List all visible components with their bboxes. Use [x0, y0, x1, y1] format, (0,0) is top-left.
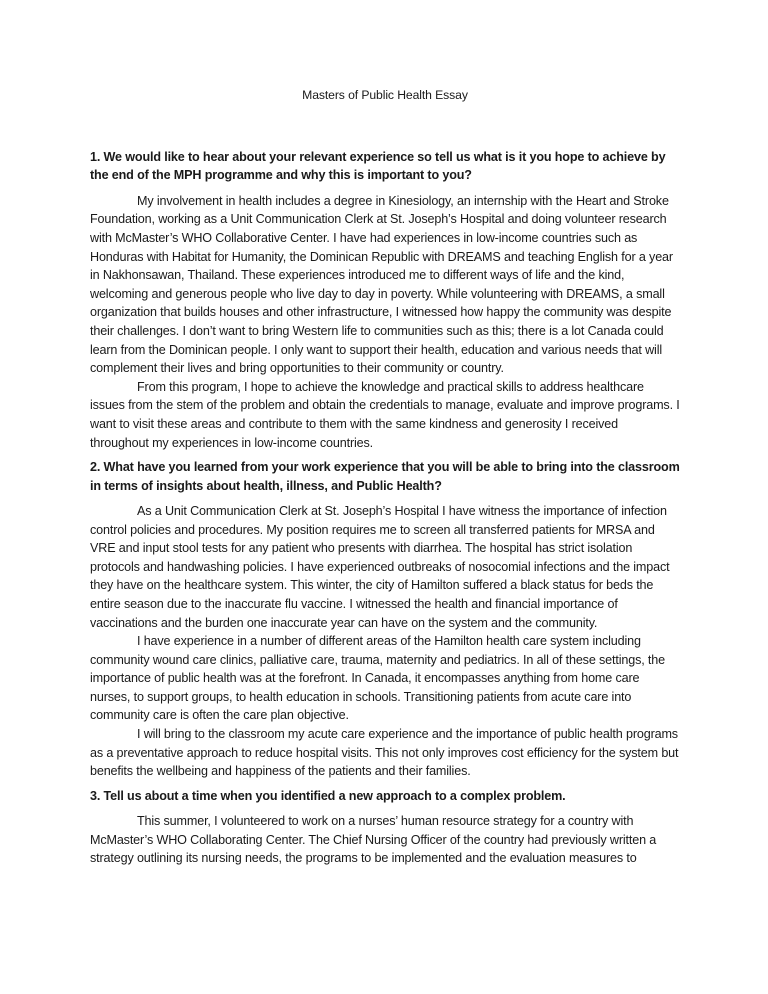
- answer-2-paragraph-1: As a Unit Communication Clerk at St. Joseph’s Hospital I have witness the importance of infection control policies and procedures. My position requires me to screen all transferred patients for MRSA and VRE and input stool tests for any patient who presents with diarrhea. The hospital has strict isolation protocols and handwashing policies. I have experienced outbreaks of nosocomial infections and the impact they have on the healthcare system. This winter, the city of Hamilton suffered a black status for beds the entire season due to the inaccurate flu vaccine. I witnessed the health and financial importance of vaccinations and the burden one inaccurate year can have on the system and the community.: [90, 503, 670, 630]
- answer-1-paragraph-1: My involvement in health includes a degree in Kinesiology, an internship with the Heart and Stroke Foundation, working as a Unit Communication Clerk at St. Joseph’s Hospital and doing volunteer research with McMaster’s WHO Collaborative Center. I have had experiences in low-income countries such as Honduras with Habitat for Humanity, the Dominican Republic with DREAMS and teaching English for a year in Nakhonsawan, Thailand. These experiences introduced me to different ways of life and the kind, welcoming and generous people who live day to day in poverty. While volunteering with DREAMS, a small organization that builds houses and other infrastructure, I witnessed how happy the community was despite their challenges. I don’t want to bring Western life to communities such as this; there is a lot Canada could learn from the Dominican people. I only want to support their health, education and various needs that will complement their lives and bring opportunities to their community or country.: [90, 193, 673, 376]
- answer-3-paragraph-1: This summer, I volunteered to work on a nurses’ human resource strategy for a country with McMaster’s WHO Collaborating Center. The Chief Nursing Officer of the country had previously written a strategy outlining its nursing needs, the programs to be implemented and the evaluation measures to: [90, 814, 657, 866]
- essay-section-3: [90, 787, 680, 868]
- question-1: 1. We would like to hear about your relevant experience so tell us what is it you hope to achieve by the end of the MPH programme and why this is important to you?: [90, 150, 666, 183]
- answer-2-paragraph-2: I have experience in a number of different areas of the Hamilton health care system including community wound care clinics, palliative care, trauma, maternity and pediatrics. In all of these settings, the importance of public health was at the forefront. In Canada, it encompasses anything from home care nurses, to support groups, to health education in schools. Transitioning patients from acute care into community care is often the care plan objective.: [90, 634, 665, 723]
- document-title: Masters of Public Health Essay: [302, 88, 468, 102]
- essay-section-2: [90, 458, 680, 781]
- question-3: 3. Tell us about a time when you identified a new approach to a complex problem.: [90, 788, 566, 803]
- answer-1-paragraph-2: From this program, I hope to achieve the knowledge and practical skills to address healthcare issues from the stem of the problem and obtain the credentials to manage, evaluate and improve programs. I want to visit these areas and contribute to them with the same kindness and generosity I received throughout my experiences in low-income countries.: [90, 379, 680, 450]
- question-2: 2. What have you learned from your work experience that you will be able to bring into the classroom in terms of insights about health, illness, and Public Health?: [90, 460, 680, 493]
- essay-section-1: [90, 148, 680, 452]
- answer-2-paragraph-3: I will bring to the classroom my acute care experience and the importance of public health programs as a preventative approach to reduce hospital visits. This not only improves cost efficiency for the system but benefits the wellbeing and happiness of the patients and their families.: [90, 727, 679, 779]
